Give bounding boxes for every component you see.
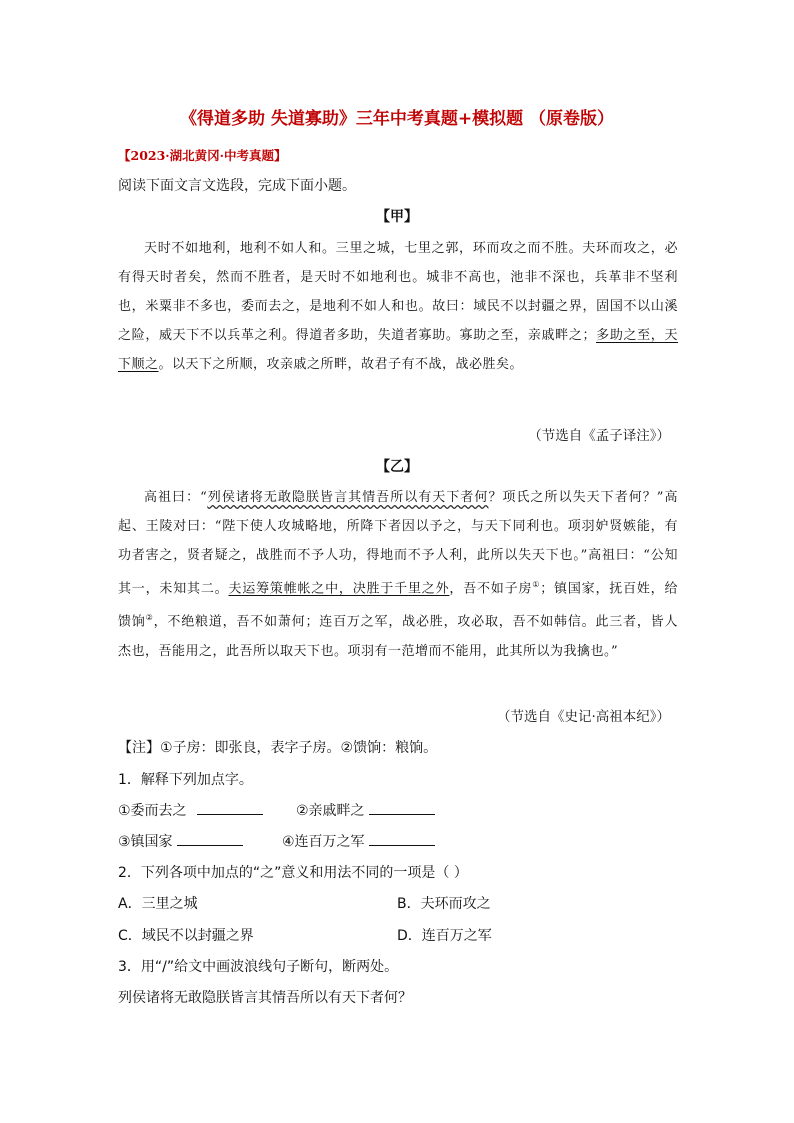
q1-item-3-label: ③镇国家 bbox=[118, 834, 173, 850]
passage-a-text bbox=[118, 234, 678, 379]
q1-answer-blank-4[interactable] bbox=[369, 831, 435, 846]
q1-item-1-label: ①委而去之 bbox=[118, 803, 187, 819]
page-title: 《得道多助 失道寡助》三年中考真题+模拟题 （原卷版） bbox=[179, 109, 615, 129]
passage-b bbox=[118, 483, 678, 666]
passage-b-citation: （节选自《史记·高祖本纪》） bbox=[496, 709, 670, 725]
passage-b-text-5: ，不绝粮道，吾不如萧何；连百万之军，战必胜，攻必取，吾不如韩信。此三者，皆人杰也，吾能用之，此吾所以取天下也。项羽有一范增而不能用，此其所以为我擒也。” bbox=[118, 614, 678, 659]
q3-sentence: 列侯诸将无敢隐朕皆言其情吾所以有天下者何？ bbox=[118, 990, 412, 1006]
q2-option-d[interactable]: D．连百万之军 bbox=[397, 928, 492, 944]
q1-item-2-label: ②亲戚畔之 bbox=[296, 803, 365, 819]
q2-option-a[interactable]: A．三里之城 bbox=[118, 896, 198, 912]
note-mark-1: ① bbox=[532, 580, 541, 589]
q1-item-1 bbox=[118, 800, 263, 820]
passage-b-heading: 【乙】 bbox=[376, 459, 418, 475]
passage-b-text-3: ，吾不如子房 bbox=[449, 581, 533, 597]
passage-a-text-2: 。以天下之所顺，攻亲戚之所畔，故君子有不战，战必胜矣。 bbox=[158, 357, 524, 372]
wavy-sentence: 列侯诸将无敢隐朕皆言其情吾所以有天下者何 bbox=[207, 490, 489, 505]
q1-item-3 bbox=[118, 831, 243, 851]
passage-a-underlined: 多助之至，天下顺之 bbox=[118, 328, 678, 372]
passage-b-text-1: 高祖曰：“ bbox=[144, 490, 208, 505]
q2-option-b[interactable]: B．夫环而攻之 bbox=[397, 896, 491, 912]
q1-item-4 bbox=[282, 831, 435, 851]
q2-stem: 2．下列各项中加点的“之”意义和用法不同的一项是（ ） bbox=[118, 865, 468, 881]
passage-a-citation: （节选自《孟子译注》） bbox=[528, 428, 670, 444]
passage-b-text-2: ？项氏之所以失天下者何？”高起、王陵对曰：“陛下使人攻城略地，所降下者因以予之，与天下同利也。项羽妒贤嫉能，有功者害之，贤者疑之，战胜而不予人功，得地而不予人利，此所以失天下也。”高祖曰：“公知其一，未知其二。 bbox=[118, 490, 678, 597]
passage-b-underlined: 夫运筹策帷帐之中，决胜于千里之外 bbox=[228, 581, 450, 597]
passage-b-text bbox=[118, 483, 678, 666]
passage-a-heading: 【甲】 bbox=[376, 209, 418, 225]
passage-a-text-1: 天时不如地利，地利不如人和。三里之城，七里之郭，环而攻之而不胜。夫环而攻之，必有得天时者矣，然而不胜者，是天时不如地利也。城非不高也，池非不深也，兵革非不坚利也，米粟非不多也，委而去之，是地利不如人和也。故曰：域民不以封疆之界，固国不以山溪之险，威天下不以兵革之利。得道者多助，失道者寡助。寡助之至，亲戚畔之； bbox=[118, 241, 678, 343]
note-mark-2: ② bbox=[145, 613, 154, 623]
passage-b-text-4: ；镇国家，抚百姓，给馈饷 bbox=[118, 581, 678, 630]
q3-stem: 3．用“/”给文中画波浪线句子断句，断两处。 bbox=[118, 959, 399, 975]
note: 【注】①子房：即张良，表字子房。②馈饷：粮饷。 bbox=[118, 740, 438, 756]
instruction: 阅读下面文言文选段，完成下面小题。 bbox=[118, 178, 356, 194]
q1-answer-blank-2[interactable] bbox=[369, 800, 435, 815]
passage-a bbox=[118, 234, 678, 379]
source-tag: 【2023·湖北黄冈·中考真题】 bbox=[118, 148, 287, 163]
q1-item-2 bbox=[296, 800, 435, 820]
q2-option-c[interactable]: C．域民不以封疆之界 bbox=[118, 928, 254, 944]
q1-item-4-label: ④连百万之军 bbox=[282, 834, 365, 850]
q1-stem: 1．解释下列加点字。 bbox=[118, 772, 253, 788]
q1-answer-blank-3[interactable] bbox=[177, 831, 243, 846]
q1-answer-blank-1[interactable] bbox=[197, 800, 263, 815]
